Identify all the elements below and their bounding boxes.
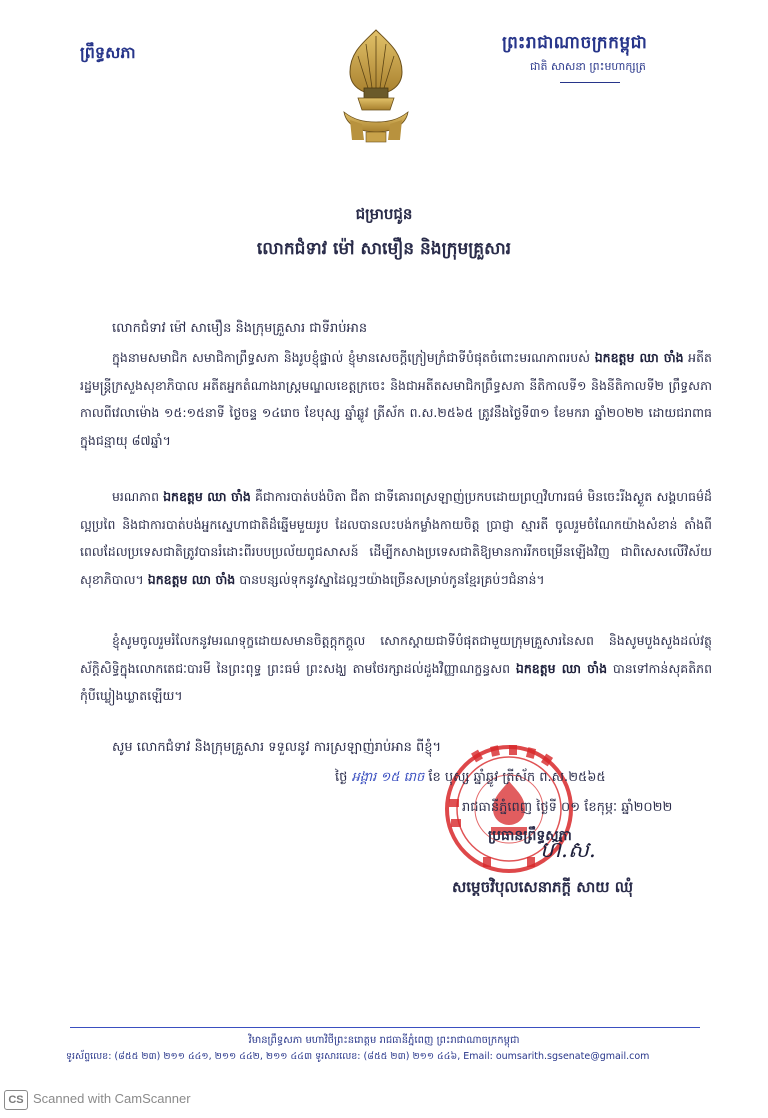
national-motto: ជាតិ សាសនា ព្រះមហាក្សត្រ	[530, 60, 646, 73]
p2-text-b: គឺជាការបាត់បង់បិតា ជីតា ជាទីគោរពស្រឡាញ់ប្រកបដោយព្រហ្មវិហារធម៌ មិនចេះរីងស្ងួត សង្គហធម៌ដ៏ល្អប្រពៃ និងជាការបាត់បង់អ្នកស្នេហាជាតិដ៏ឆ្នើមមួយរូប ដែលបានលះបង់កម្លាំងកាយចិត្ត ប្រាជ្ញា ស្មារតី ចូលរួមចំណែកយ៉ាងសំខាន់ តាំងពីពេលដែលប្រទេសជាតិត្រូវបានរំដោះពីរបបប្រល័យពូជសាសន៍ ដើម្បីកសាងប្រទេសជាតិឱ្យមានការរីកចម្រើនឡើងវិញ ជាពិសេសលើវិស័យសុខាភិបាល។	[80, 489, 712, 587]
footer-divider	[70, 1027, 700, 1028]
p2-text-c: បានបន្សល់ទុកនូវស្នាដៃល្អៗយ៉ាងច្រើនសម្រាប់កូនខ្មែរគ្រប់ៗជំនាន់។	[235, 571, 545, 587]
body-paragraph-3	[80, 627, 712, 710]
lunar-date	[335, 769, 606, 788]
lunar-date-prefix: ថ្ងៃ	[335, 770, 348, 785]
address-line: ជម្រាបជូន	[355, 205, 413, 223]
institution-label: ព្រឹទ្ធសភា	[80, 43, 136, 62]
deceased-name: ឯកឧត្តម ឈា ចាំង	[147, 571, 236, 587]
signatory-name: សម្តេចវិបុលសេនាភក្តី សាយ ឈុំ	[452, 878, 634, 896]
footer-address: វិមានព្រឹទ្ធសភា មហាវិថីព្រះនរោត្តម រាជធានីភ្នំពេញ ព្រះរាជាណាចក្រកម្ពុជា	[248, 1035, 520, 1046]
closing-line: សូម លោកជំទាវ និងក្រុមគ្រួសារ ទទួលនូវ ការស្រឡាញ់រាប់អាន ពីខ្ញុំ។	[112, 740, 442, 755]
footer-contacts: ទូរស័ព្ទលេខ: (៨៥៥ ២៣) ២១១ ៤៤១, ២១១ ៤៤២, ២១១ ៤៤៣ ទូរសារលេខ: (៨៥៥ ២៣) ២១១ ៤៤៦, Email: oumsarith.sgsenate@gmail.com	[66, 1051, 650, 1062]
body-paragraph-2	[80, 483, 712, 593]
deceased-name: ឯកឧត្តម ឈា ចាំង	[515, 660, 608, 676]
kingdom-title: ព្រះរាជាណាចក្រកម្ពុជា	[502, 33, 648, 53]
deceased-name: ឯកឧត្តម ឈា ចាំង	[594, 350, 684, 365]
handwritten-signature: ហ៊.ស.	[540, 838, 596, 863]
solar-date: រាជធានីភ្នំពេញ ថ្ងៃទី ០១ ខែកុម្ភៈ ឆ្នាំ២០២២	[462, 800, 673, 815]
p1-text-b: អតីតរដ្ឋមន្ត្រីក្រសួងសុខាភិបាល អតីតអ្នកតំណាងរាស្ត្រមណ្ឌលខេត្តក្រចេះ និងជាអតីតសមាជិកព្រឹទ្ធសភា នីតិកាលទី១ និងនីតិកាលទី២ ព្រឹទ្ធសភា កាលពីវេលាម៉ោង ១៥:១៥នាទី ថ្ងៃចន្ទ ១៤រោច ខែបុស្ស ឆ្នាំឆ្លូវ ត្រីស័ក ព.ស.២៥៦៥ ត្រូវនឹងថ្ងៃទី៣១ ខែមករា ឆ្នាំ២០២២ ដោយជរាពាធ ក្នុងជន្មាយុ ៨៧ឆ្នាំ។	[80, 350, 712, 448]
recipient-name: លោកជំទាវ ម៉ៅ សាមឿន និងក្រុមគ្រួសារ	[256, 239, 512, 259]
body-paragraph-1	[80, 344, 712, 454]
p3-text-b: បានទៅកាន់សុគតិភពកុំបីឃ្លៀងឃ្លាតឡើយ។	[80, 660, 713, 703]
signatory-title: ប្រធានព្រឹទ្ធសភា	[488, 828, 572, 844]
royal-emblem-icon	[336, 28, 416, 144]
deceased-name: ឯកឧត្តម ឈា ចាំង	[163, 489, 251, 504]
p1-text-a: ក្នុងនាមសមាជិក សមាជិកាព្រឹទ្ធសភា និងរូបខ្ញុំផ្ទាល់ ខ្ញុំមានសេចក្តីក្រៀមក្រំជាទីបំផុតចំពោះមរណភាពរបស់	[112, 350, 595, 365]
p2-text-a: មរណភាព	[112, 489, 164, 504]
camscanner-watermark: Scanned with CamScanner	[33, 1091, 191, 1106]
p3-text-a: ខ្ញុំសូមចូលរួមរំលែកនូវមរណទុក្ខដោយសមានចិត្តក្តុកក្តួល សោកស្តាយជាទីបំផុតជាមួយក្រុមគ្រួសារនៃសព និងសូមបួងសួងដល់វត្ថុស័ក្តិសិទ្ធិក្នុងលោកតេជៈបារមី នៃព្រះពុទ្ធ ព្រះធម៌ ព្រះសង្ឃ តាមថែរក្សាដល់ដួងវិញ្ញាណក្ខន្ធសព	[80, 633, 712, 676]
motto-divider	[560, 82, 620, 83]
lunar-date-suffix: ខែ បុស្ស ឆ្នាំឆ្លូវ ត្រីស័ក ព.ស.២៥៦៥	[428, 770, 606, 785]
camscanner-logo-icon: CS	[4, 1090, 28, 1110]
salutation: លោកជំទាវ ម៉ៅ សាមឿន និងក្រុមគ្រួសារ ជាទីរាប់អាន	[112, 321, 368, 336]
lunar-date-handwritten: អង្គារ ១៥ រោច	[351, 770, 425, 785]
